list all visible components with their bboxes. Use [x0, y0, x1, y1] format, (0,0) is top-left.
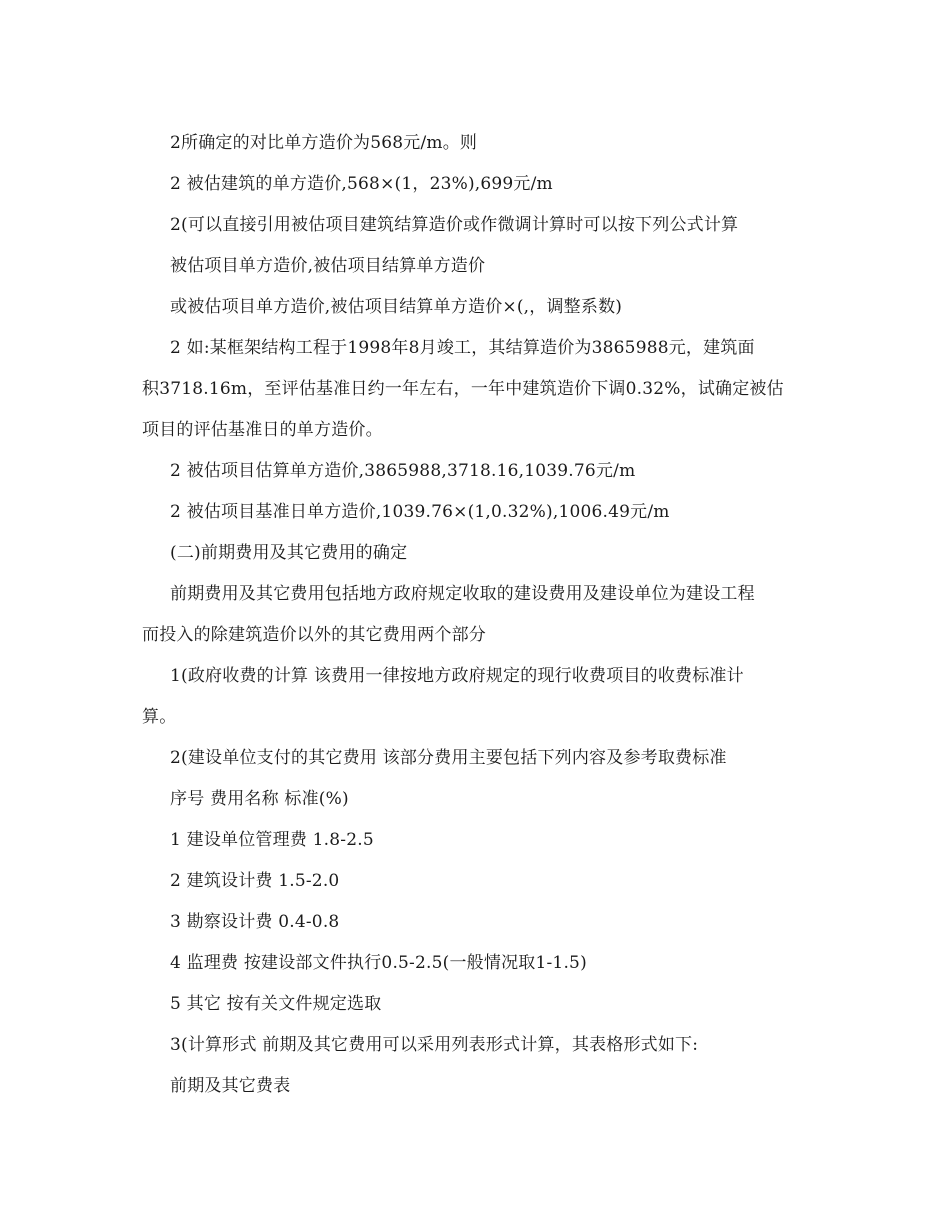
text-line: 2所确定的对比单方造价为568元/m。则 [170, 133, 478, 153]
text-line: 积3718.16m，至评估基准日约一年左右，一年中建筑造价下调0.32%，试确定被估 [142, 379, 784, 399]
text-line: 2 被估建筑的单方造价,568×(1，23%),699元/m [170, 174, 553, 194]
text-line: 项目的评估基准日的单方造价。 [142, 420, 383, 440]
table-row-line: 3 勘察设计费 0.4-0.8 [170, 912, 340, 932]
text-line: 2 被估项目估算单方造价,3865988,3718.16,1039.76元/m [170, 461, 636, 481]
table-title: 前期及其它费表 [170, 1076, 291, 1096]
text-line: 2 如:某框架结构工程于1998年8月竣工，其结算造价为3865988元，建筑面 [170, 338, 755, 358]
table-row-line: 5 其它 按有关文件规定选取 [170, 994, 382, 1014]
table-row-line: 4 监理费 按建设部文件执行0.5-2.5(一般情况取1-1.5) [170, 953, 587, 973]
text-line: 前期费用及其它费用包括地方政府规定收取的建设费用及建设单位为建设工程 [170, 584, 755, 604]
text-line: 2(可以直接引用被估项目建筑结算造价或作微调计算时可以按下列公式计算 [170, 215, 739, 235]
table-row-line: 1 建设单位管理费 1.8-2.5 [170, 830, 374, 850]
text-line: 2(建设单位支付的其它费用 该部分费用主要包括下列内容及参考取费标准 [170, 748, 727, 768]
text-line: 2 被估项目基准日单方造价,1039.76×(1,0.32%),1006.49元/m [170, 502, 670, 522]
text-line: 或被估项目单方造价,被估项目结算单方造价×(,，调整系数) [170, 297, 623, 317]
text-line: 1(政府收费的计算 该费用一律按地方政府规定的现行收费项目的收费标准计 [170, 666, 744, 686]
section-heading: (二)前期费用及其它费用的确定 [170, 543, 408, 563]
text-line: 被估项目单方造价,被估项目结算单方造价 [170, 256, 486, 276]
text-line: 3(计算形式 前期及其它费用可以采用列表形式计算，其表格形式如下: [170, 1035, 699, 1055]
table-header-line: 序号 费用名称 标准(%) [170, 789, 349, 809]
text-line: 而投入的除建筑造价以外的其它费用两个部分 [142, 625, 486, 645]
table-row-line: 2 建筑设计费 1.5-2.0 [170, 871, 340, 891]
text-line: 算。 [142, 707, 177, 727]
